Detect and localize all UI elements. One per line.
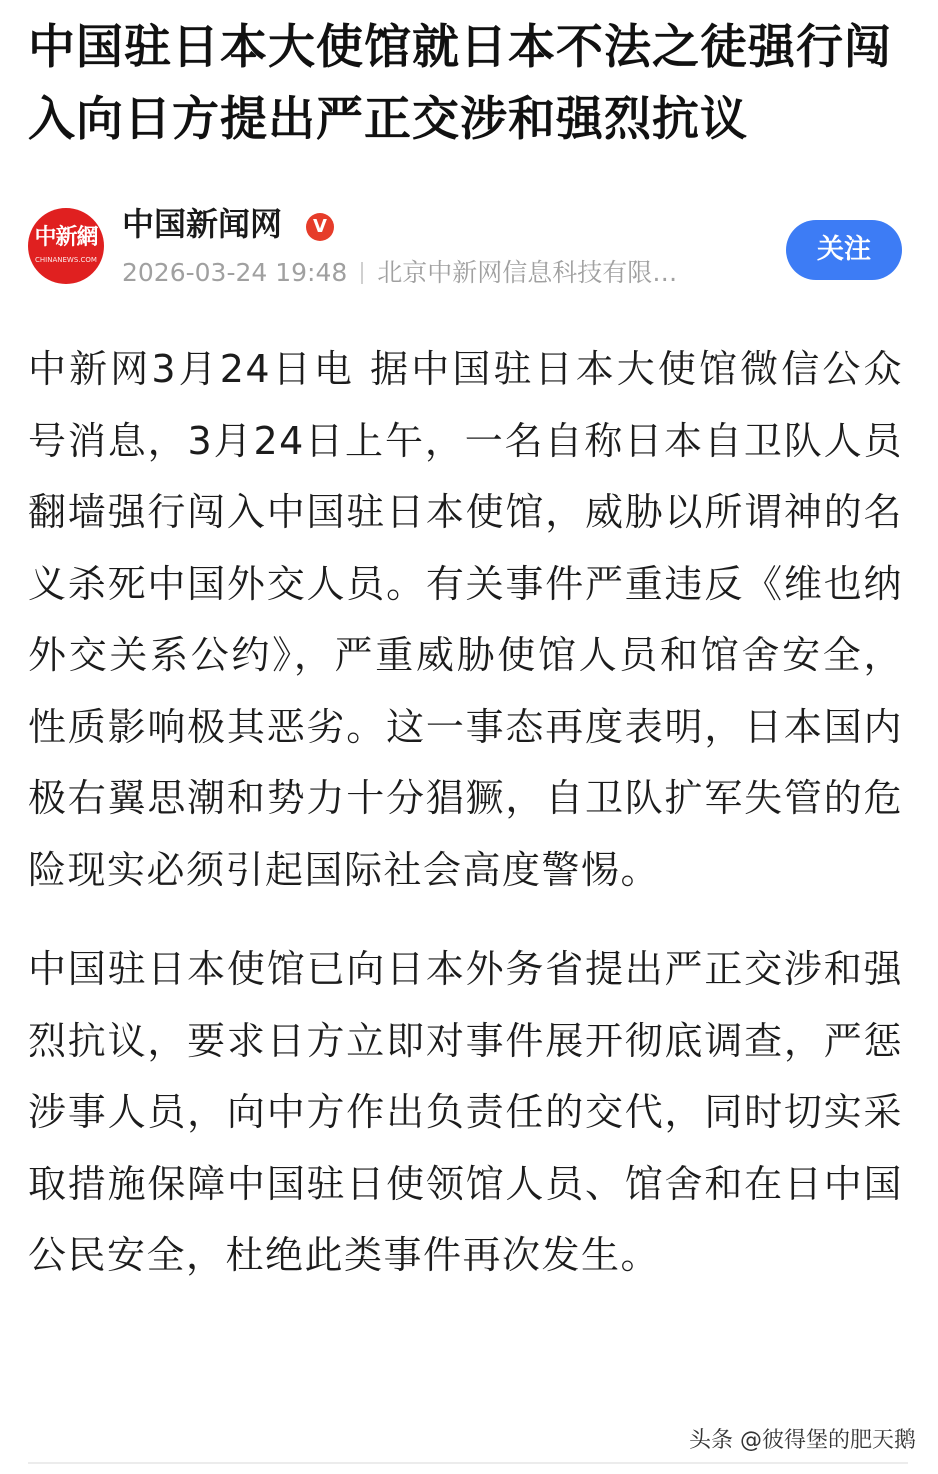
article-title: 中国驻日本大使馆就日本不法之徒强行闯入向日方提出严正交涉和强烈抗议 — [28, 20, 892, 147]
platform-watermark: 头条 @彼得堡的肥天鹅 — [689, 1428, 916, 1453]
avatar-logo-subtext: CHINANEWS.COM — [35, 256, 97, 264]
follow-button[interactable]: 关注 — [786, 220, 902, 280]
publish-meta — [122, 256, 677, 290]
publisher-name[interactable]: 中国新闻网 — [122, 205, 283, 243]
publisher-company: 北京中新网信息科技有限… — [377, 258, 678, 287]
publish-datetime: 2026-03-24 19:48 — [122, 258, 348, 287]
meta-divider — [361, 262, 363, 284]
publisher-avatar[interactable] — [28, 208, 104, 284]
article-paragraph-2: 中国驻日本使馆已向日本外务省提出严正交涉和强烈抗议，要求日方立即对事件展开彻底调查，严惩涉事人员，向中方作出负责任的交代，同时切实采取措施保障中国驻日使领馆人员、馆舍和在日中国公民安全，杜绝此类事件再次发生。 — [28, 947, 903, 1277]
article-body — [28, 334, 903, 1320]
avatar-logo-text: 中新網 — [34, 224, 98, 250]
verified-badge-icon: V — [306, 213, 334, 241]
article-paragraph-1: 中新网3月24日电 据中国驻日本大使馆微信公众号消息，3月24日上午，一名自称日本自卫队人员翻墙强行闯入中国驻日本使馆，威胁以所谓神的名义杀死中国外交人员。有关事件严重违反《维也纳外交关系公约》，严重威胁使馆人员和馆舍安全，性质影响极其恶劣。这一事态再度表明，日本国内极右翼思潮和势力十分猖獗，自卫队扩军失管的危险现实必须引起国际社会高度警惕。 — [28, 347, 903, 892]
bottom-divider — [28, 1462, 908, 1464]
source-info — [28, 204, 908, 296]
